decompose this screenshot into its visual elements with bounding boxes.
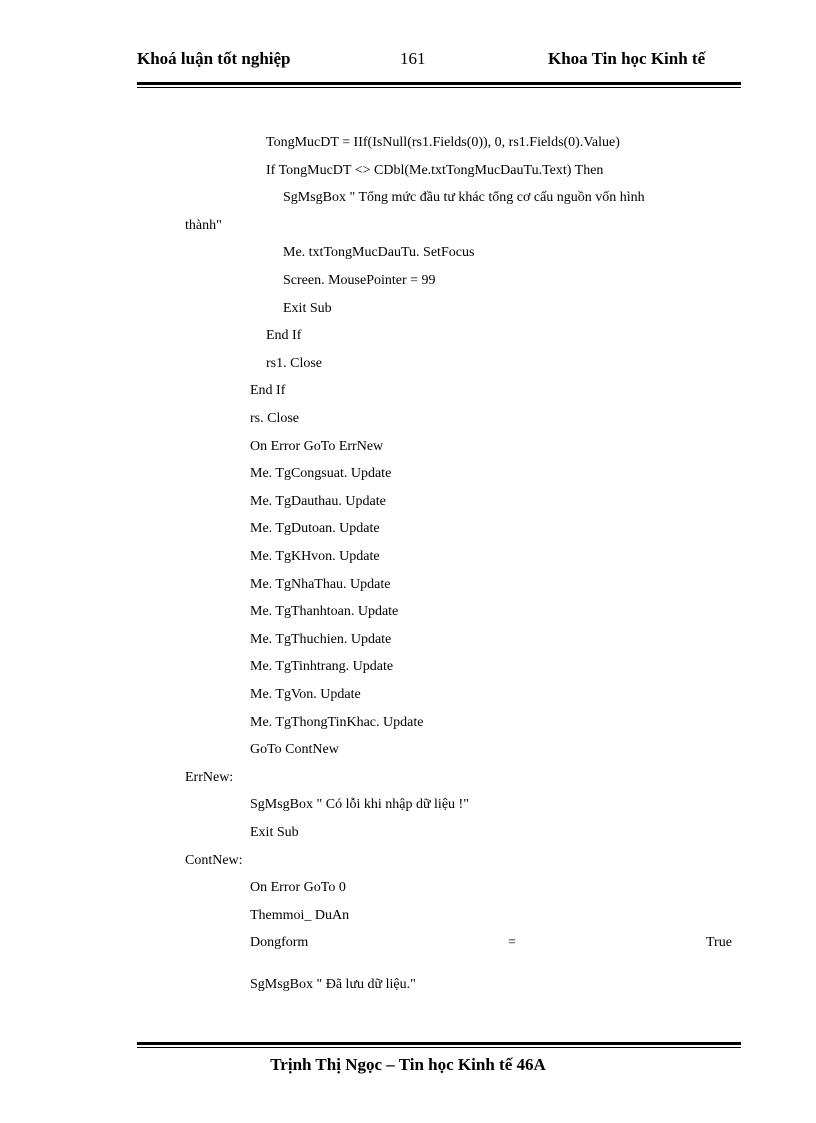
- code-label: ErrNew:: [185, 770, 234, 785]
- code-line: TongMucDT = IIf(IsNull(rs1.Fields(0)), 0, rs1.Fields(0).Value): [266, 135, 620, 150]
- code-line: On Error GoTo ErrNew: [250, 439, 384, 454]
- code-line: Me. TgDutoan. Update: [250, 521, 380, 536]
- header-rule-thin: [137, 87, 741, 88]
- code-line: rs1. Close: [266, 356, 322, 371]
- code-line: Me. TgDauthau. Update: [250, 494, 386, 509]
- code-line: Exit Sub: [250, 825, 299, 840]
- code-line: Exit Sub: [283, 301, 332, 316]
- code-token: =: [508, 935, 516, 950]
- code-line: Screen. MousePointer = 99: [283, 273, 436, 288]
- code-line: Dongform: [250, 935, 309, 950]
- code-line: Me. TgThuchien. Update: [250, 632, 392, 647]
- header-right-title: Khoa Tin học Kinh tế: [548, 49, 706, 68]
- code-line: On Error GoTo 0: [250, 880, 346, 895]
- code-line: Me. TgTinhtrang. Update: [250, 659, 394, 674]
- code-label: ContNew:: [185, 853, 243, 868]
- footer-text: Trịnh Thị Ngọc – Tin học Kinh tế 46A: [270, 1055, 546, 1074]
- code-token: True: [706, 935, 732, 950]
- code-line: Me. TgNhaThau. Update: [250, 577, 391, 592]
- code-line: Me. TgThongTinKhac. Update: [250, 715, 424, 730]
- code-line: GoTo ContNew: [250, 742, 339, 757]
- code-line: Me. TgKHvon. Update: [250, 549, 380, 564]
- code-line: Me. TgVon. Update: [250, 687, 361, 702]
- code-line: Me. txtTongMucDauTu. SetFocus: [283, 245, 475, 260]
- header-left-title: Khoá luận tốt nghiệp: [137, 49, 291, 68]
- code-line: SgMsgBox " Có lỗi khi nhập dữ liệu !": [250, 797, 469, 812]
- code-line: End If: [250, 383, 286, 398]
- code-line: Themmoi_ DuAn: [250, 908, 350, 923]
- header-rule-thick: [137, 82, 741, 85]
- code-line: rs. Close: [250, 411, 299, 426]
- code-line: End If: [266, 328, 302, 343]
- page-number: 161: [400, 49, 426, 68]
- footer-rule-thick: [137, 1042, 741, 1045]
- footer-rule-thin: [137, 1047, 741, 1048]
- code-line: SgMsgBox " Đã lưu dữ liệu.": [250, 977, 416, 992]
- code-line: If TongMucDT <> CDbl(Me.txtTongMucDauTu.Text) Then: [266, 163, 604, 178]
- code-line: SgMsgBox " Tổng mức đầu tư khác tổng cơ cấu nguồn vốn hình: [283, 190, 645, 205]
- code-line: thành": [185, 218, 222, 233]
- code-line: Me. TgThanhtoan. Update: [250, 604, 399, 619]
- code-line: Me. TgCongsuat. Update: [250, 466, 392, 481]
